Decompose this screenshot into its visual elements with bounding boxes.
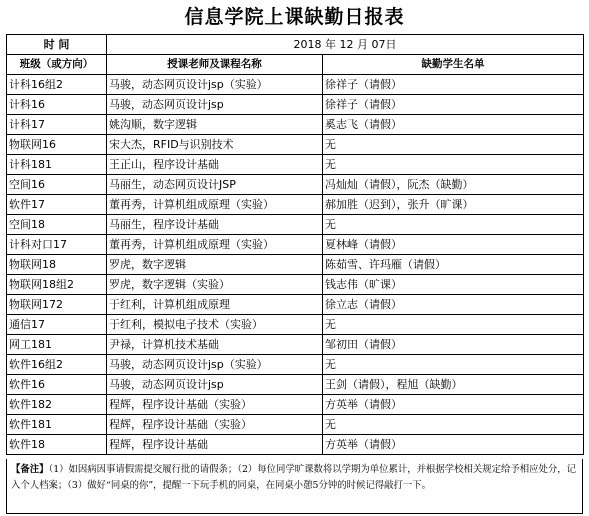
cell-absent: 徐祥子（请假） bbox=[323, 75, 584, 95]
report-date: 2018 年 12 月 07日 bbox=[107, 35, 584, 55]
cell-class: 网工181 bbox=[7, 335, 107, 355]
cell-class: 物联网16 bbox=[7, 135, 107, 155]
cell-course: 程辉，程序设计基础（实验） bbox=[107, 415, 323, 435]
cell-class: 计科16组2 bbox=[7, 75, 107, 95]
table-row bbox=[7, 295, 584, 315]
cell-absent: 邹初田（请假） bbox=[323, 335, 584, 355]
cell-absent: 徐立志（请假） bbox=[323, 295, 584, 315]
cell-absent: 方英举（请假） bbox=[323, 435, 584, 455]
cell-course: 罗虎，数字逻辑（实验） bbox=[107, 275, 323, 295]
cell-course: 董再秀，计算机组成原理（实验） bbox=[107, 235, 323, 255]
cell-class: 物联网18组2 bbox=[7, 275, 107, 295]
cell-absent: 徐祥子（请假） bbox=[323, 95, 584, 115]
cell-class: 软件17 bbox=[7, 195, 107, 215]
cell-class: 计科17 bbox=[7, 115, 107, 135]
cell-absent: 王剑（请假），程旭（缺勤） bbox=[323, 375, 584, 395]
table-row bbox=[7, 115, 584, 135]
cell-course: 马骏，动态网页设计jsp（实验） bbox=[107, 355, 323, 375]
table-row bbox=[7, 75, 584, 95]
cell-class: 软件182 bbox=[7, 395, 107, 415]
cell-class: 通信17 bbox=[7, 315, 107, 335]
table-row bbox=[7, 275, 584, 295]
cell-course: 宋大杰，RFID与识别技术 bbox=[107, 135, 323, 155]
cell-class: 软件16 bbox=[7, 375, 107, 395]
cell-course: 于红利，计算机组成原理 bbox=[107, 295, 323, 315]
cell-course: 尹禄，计算机技术基础 bbox=[107, 335, 323, 355]
cell-absent: 无 bbox=[323, 415, 584, 435]
header-absent: 缺勤学生名单 bbox=[323, 55, 584, 75]
cell-absent: 无 bbox=[323, 135, 584, 155]
cell-course: 罗虎，数字逻辑 bbox=[107, 255, 323, 275]
cell-class: 计科181 bbox=[7, 155, 107, 175]
cell-class: 物联网18 bbox=[7, 255, 107, 275]
cell-absent: 钱志伟（旷课） bbox=[323, 275, 584, 295]
table-row bbox=[7, 355, 584, 375]
table-row bbox=[7, 395, 584, 415]
cell-course: 马骏，动态网页设计jsp bbox=[107, 375, 323, 395]
cell-absent: 陈茹雪、许玛雁（请假） bbox=[323, 255, 584, 275]
cell-class: 计科对口17 bbox=[7, 235, 107, 255]
cell-course: 程辉，程序设计基础（实验） bbox=[107, 395, 323, 415]
cell-class: 软件18 bbox=[7, 435, 107, 455]
table-row bbox=[7, 375, 584, 395]
header-course: 授课老师及课程名称 bbox=[107, 55, 323, 75]
report-title: 信息学院上课缺勤日报表 bbox=[184, 6, 405, 28]
cell-course: 马丽生，动态网页设计JSP bbox=[107, 175, 323, 195]
cell-course: 姚沟顺，数字逻辑 bbox=[107, 115, 323, 135]
table-row bbox=[7, 195, 584, 215]
cell-absent: 夏林峰（请假） bbox=[323, 235, 584, 255]
cell-class: 计科16 bbox=[7, 95, 107, 115]
cell-course: 马丽生，程序设计基础 bbox=[107, 215, 323, 235]
table-row bbox=[7, 175, 584, 195]
absence-table bbox=[6, 34, 584, 455]
table-row bbox=[7, 135, 584, 155]
remarks-label: 【备注】 bbox=[11, 464, 49, 475]
table-header-row bbox=[7, 55, 584, 75]
cell-absent: 郝加胜（迟到），张升（旷课） bbox=[323, 195, 584, 215]
remarks-note bbox=[6, 459, 583, 514]
time-label: 时 间 bbox=[7, 35, 107, 55]
table-row bbox=[7, 315, 584, 335]
cell-course: 董再秀，计算机组成原理（实验） bbox=[107, 195, 323, 215]
cell-absent: 无 bbox=[323, 355, 584, 375]
remarks-text: （1）如因病因事请假需提交履行批的请假条；（2）每位同学旷课数将以学期为单位累计，并根据学校相关规定给予相应处分，记入个人档案；（3）做好“同桌的你”，提醒一下玩手机的同桌，在同桌小憩5分钟的时候记得敲打一下。 bbox=[11, 464, 577, 491]
header-class: 班级（或方向） bbox=[7, 55, 107, 75]
cell-absent: 方英举（请假） bbox=[323, 395, 584, 415]
cell-course: 程辉，程序设计基础 bbox=[107, 435, 323, 455]
cell-course: 王正山，程序设计基础 bbox=[107, 155, 323, 175]
cell-class: 空间18 bbox=[7, 215, 107, 235]
cell-class: 软件181 bbox=[7, 415, 107, 435]
table-row bbox=[7, 215, 584, 235]
cell-course: 于红利，模拟电子技术（实验） bbox=[107, 315, 323, 335]
time-row bbox=[7, 35, 584, 55]
cell-class: 物联网172 bbox=[7, 295, 107, 315]
table-row bbox=[7, 335, 584, 355]
cell-course: 马骏，动态网页设计jsp bbox=[107, 95, 323, 115]
table-row bbox=[7, 435, 584, 455]
table-row bbox=[7, 235, 584, 255]
cell-absent: 无 bbox=[323, 155, 584, 175]
cell-absent: 无 bbox=[323, 215, 584, 235]
cell-class: 软件16组2 bbox=[7, 355, 107, 375]
table-row bbox=[7, 415, 584, 435]
cell-absent: 冯灿灿（请假），阮杰（缺勤） bbox=[323, 175, 584, 195]
table-row bbox=[7, 95, 584, 115]
cell-absent: 奚志飞（请假） bbox=[323, 115, 584, 135]
cell-class: 空间16 bbox=[7, 175, 107, 195]
cell-absent: 无 bbox=[323, 315, 584, 335]
table-row bbox=[7, 255, 584, 275]
table-row bbox=[7, 155, 584, 175]
cell-course: 马骏，动态网页设计jsp（实验） bbox=[107, 75, 323, 95]
